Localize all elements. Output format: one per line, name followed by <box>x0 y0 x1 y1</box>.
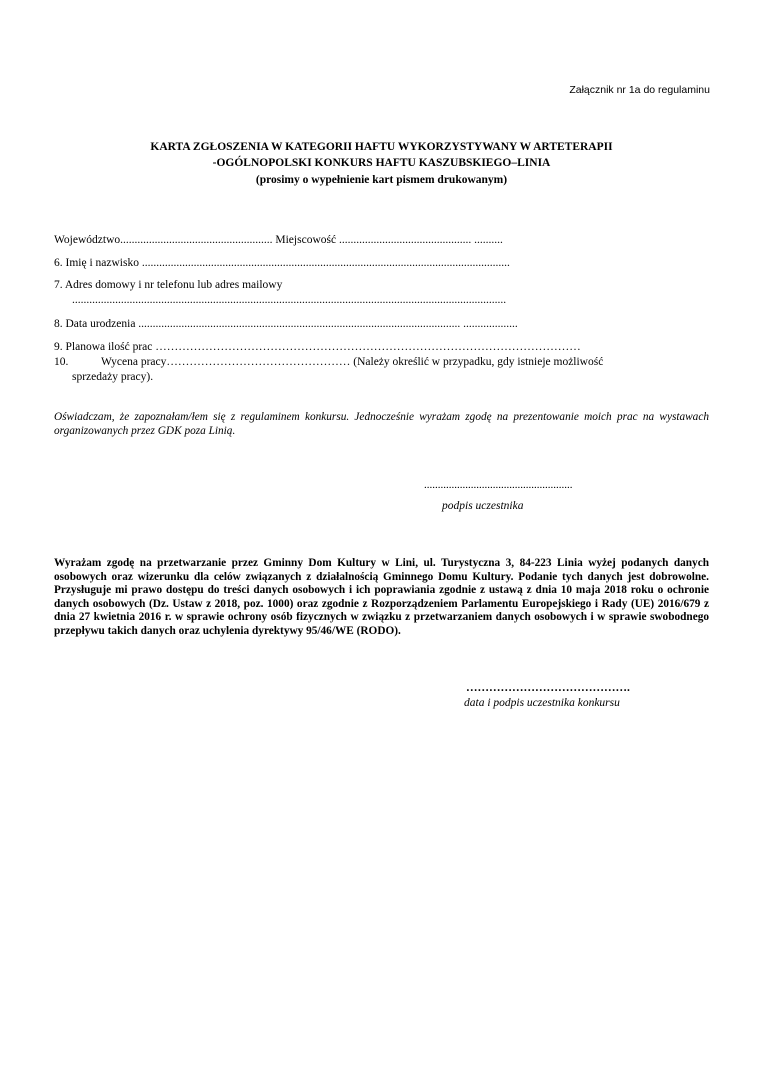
field-imie-nazwisko[interactable]: 6. Imię i nazwisko ................................................................................................................................ <box>54 257 510 269</box>
field-wycena-number: 10. <box>54 356 69 368</box>
signature-line[interactable]: ...................................................... <box>424 479 573 491</box>
title-subtitle: (prosimy o wypełnienie kart pismem drukowanym) <box>255 174 508 186</box>
consent-text: Wyrażam zgodę na przetwarzanie przez Gminny Dom Kultury w Lini, ul. Turystyczna 3, 84-223 Linia wyżej podanych danych osobowych oraz wizerunku dla celów związanych z działalnością Gminnego Domu Kultury. Podanie tych danych jest dobrowolne. Przysługuje mi prawo dostępu do treści danych osobowych i ich poprawiania zgodnie z ustawą z dnia 10 maja 2018 roku o ochronie danych osobowych (Dz. Ustaw z 2018, poz. 1000) oraz zgodnie z Rozporządzeniem Parlamentu Europejskiego i Rady (UE) 2016/679 z dnia 27 kwietnia 2016 r. w sprawie ochrony osób fizycznych w związku z przetwarzaniem danych osobowych i w sprawie swobodnego przepływu takich danych oraz uchylenia dyrektywy 95/46/WE (RODO). <box>54 557 709 637</box>
field-data-urodzenia[interactable]: 8. Data urodzenia ................................................................................................................ ................... <box>54 318 518 330</box>
date-signature-label: data i podpis uczestnika konkursu <box>464 697 620 709</box>
field-adres[interactable]: ....................................................................................................................................................... <box>72 294 507 306</box>
signature-label: podpis uczestnika <box>442 500 524 512</box>
field-adres-label: 7. Adres domowy i nr telefonu lub adres mailowy <box>54 279 283 291</box>
field-wycena-note: sprzedaży pracy). <box>72 371 154 383</box>
title-line-1: KARTA ZGŁOSZENIA W KATEGORII HAFTU WYKORZYSTYWANY W ARTETERAPII <box>150 141 613 153</box>
title-line-2: -OGÓLNOPOLSKI KONKURS HAFTU KASZUBSKIEGO–LINIA <box>212 157 551 169</box>
date-signature-line[interactable]: ……………………………………. <box>466 682 630 694</box>
field-planowa-ilosc[interactable]: 9. Planowa ilość prac ………………………………………………………………………………………………… <box>54 341 581 353</box>
field-wojewodztwo-miejscowosc[interactable]: Województwo..................................................... Miejscowość .............................................. .......... <box>54 234 503 246</box>
annex-label: Załącznik nr 1a do regulaminu <box>569 84 710 96</box>
field-wycena[interactable]: Wycena pracy………………………………………… (Należy określić w przypadku, gdy istnieje możliwość <box>101 356 604 368</box>
declaration-text: Oświadczam, że zapoznałam/łem się z regulaminem konkursu. Jednocześnie wyrażam zgodę na prezentowanie moich prac na wystawach organizowanych przez GDK poza Linią. <box>54 411 709 437</box>
